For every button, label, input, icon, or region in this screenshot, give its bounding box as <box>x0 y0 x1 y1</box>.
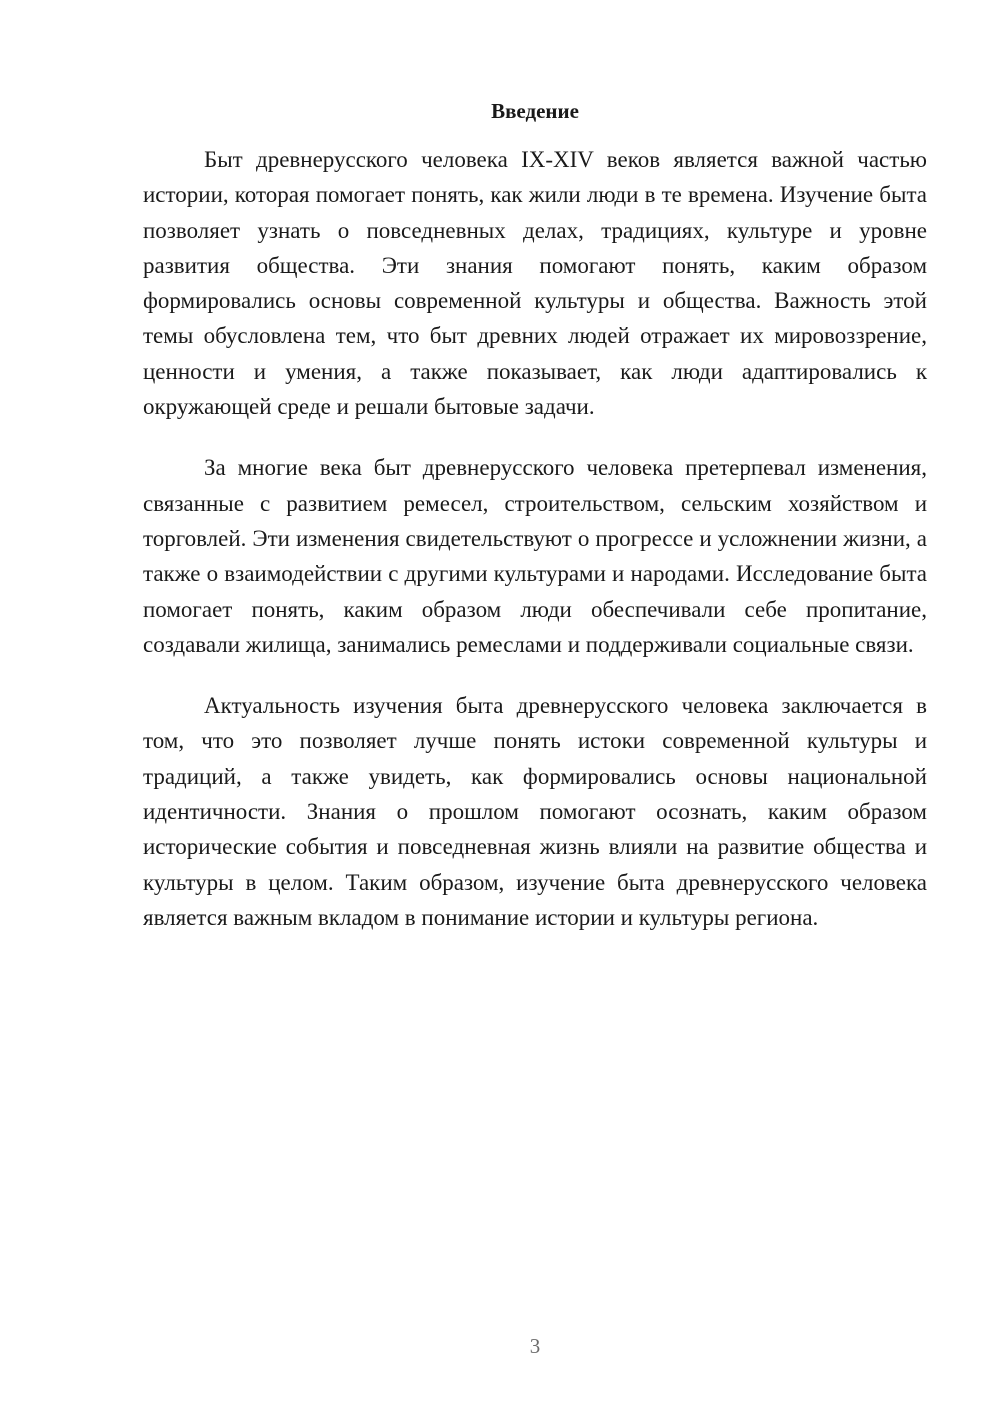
paragraph-3: Актуальность изучения быта древнерусского человека заключается в том, что это позволяет лучше понять истоки современной культуры и традиций, а также увидеть, как формировались основы национальной идентичности. Знания о прошлом помогают осознать, каким образом исторические события и повседневная жизнь влияли на развитие общества и культуры в целом. Таким образом, изучение быта древнерусского человека является важным вкладом в понимание истории и культуры региона. <box>143 693 927 930</box>
section-heading: Введение <box>491 99 579 123</box>
document-body <box>143 142 927 961</box>
paragraph-1: Быт древнерусского человека IX-XIV веков является важной частью истории, которая помогает понять, как жили люди в те времена. Изучение быта позволяет узнать о повседневных делах, традициях, культуре и уровне развития общества. Эти знания помогают понять, каким образом формировались основы современной культуры и общества. Важность этой темы обусловлена тем, что быт древних людей отражает их мировоззрение, ценности и умения, а также показывает, как люди адаптировались к окружающей среде и решали бытовые задачи. <box>143 147 927 420</box>
paragraph-2: За многие века быт древнерусского человека претерпевал изменения, связанные с развитием ремесел, строительством, сельским хозяйством и торговлей. Эти изменения свидетельствуют о прогрессе и усложнении жизни, а также о взаимодействии с другими культурами и народами. Исследование быта помогает понять, каким образом люди обеспечивали себе пропитание, создавали жилища, занимались ремеслами и поддерживали социальные связи. <box>143 455 927 657</box>
page-number: 3 <box>529 1334 541 1358</box>
